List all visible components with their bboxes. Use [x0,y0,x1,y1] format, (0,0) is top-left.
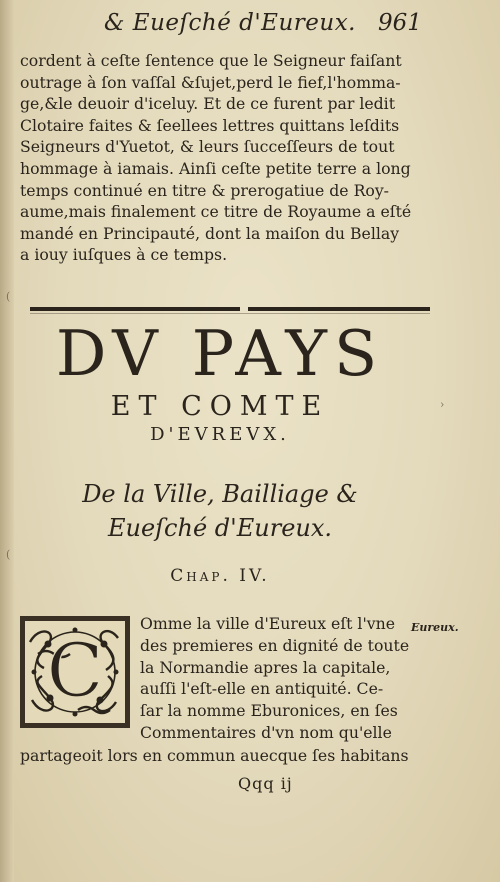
section-rule-left [30,307,240,311]
page-speck: ( [6,290,11,303]
section-rule-right [248,307,430,311]
signature-mark: Qqq ij [238,774,293,793]
page-gutter [0,0,14,882]
page-speck: › [440,398,445,411]
text-line: a iouy iuſques à ce temps. [20,245,228,265]
page-number: 961 [378,10,422,36]
text-line: cordent à ceſte ſentence que le Seigneur faiſant [20,51,402,70]
chapter-last-line: partageoit lors en commun auecque ſes habitans [20,746,409,765]
body-paragraph [20,50,415,266]
running-head [0,4,500,44]
text-line: la Normandie apres la capitale, [140,657,391,677]
initial-letter: C [46,628,104,714]
text-line: auſſi l'eſt-elle en antiquité. Ce- [140,679,384,699]
section-subheading: ET COMTE [110,391,330,422]
text-line: Commentaires d'vn nom qu'elle [140,722,392,742]
ornament-icon [18,614,132,730]
text-line: hommage à iamais. Ainſi ceſte petite terre a long [20,158,411,178]
chapter-opening [140,613,420,744]
section-rule-fine [30,313,430,314]
text-line: ge,&le deuoir d'iceluy. Et de ce furent par ledit [20,94,395,114]
running-head-title: & Eueſché d'Eureux. [104,10,356,36]
text-line: temps continué en titre & prerogatiue de Roy- [20,180,389,200]
text-line: aume,mais finalement ce titre de Royaume a eſté [20,202,412,222]
text-line: Clotaire faites & ſeellees lettres quittans leſdits [20,115,400,135]
text-line: ſar la nomme Eburonices, en ſes [140,701,398,721]
page-speck: ( [6,548,11,561]
chapter-label: Chap. IV. [170,566,270,586]
text-line: des premieres en dignité de toute [140,635,410,655]
text-line: Omme la ville d'Eureux eſt l'vne [140,614,396,633]
chapter-subtitle-line-1: De la Ville, Bailliage & [82,480,358,508]
text-line: mandé en Principauté, dont la maiſon du Bellay [20,223,400,243]
section-heading: DV PAYS [55,317,385,390]
decorated-initial-c [18,614,132,730]
text-line: outrage à ſon vaſſal &ſujet,perd le fief,l'homma- [20,72,401,92]
chapter-subtitle-line-2: Eueſché d'Eureux. [107,514,333,542]
margin-note: Eureux. [411,621,459,634]
section-subheading-2: D'EVREVX. [150,424,290,445]
text-line: Seigneurs d'Yuetot, & leurs ſucceſſeurs de tout [20,137,395,157]
